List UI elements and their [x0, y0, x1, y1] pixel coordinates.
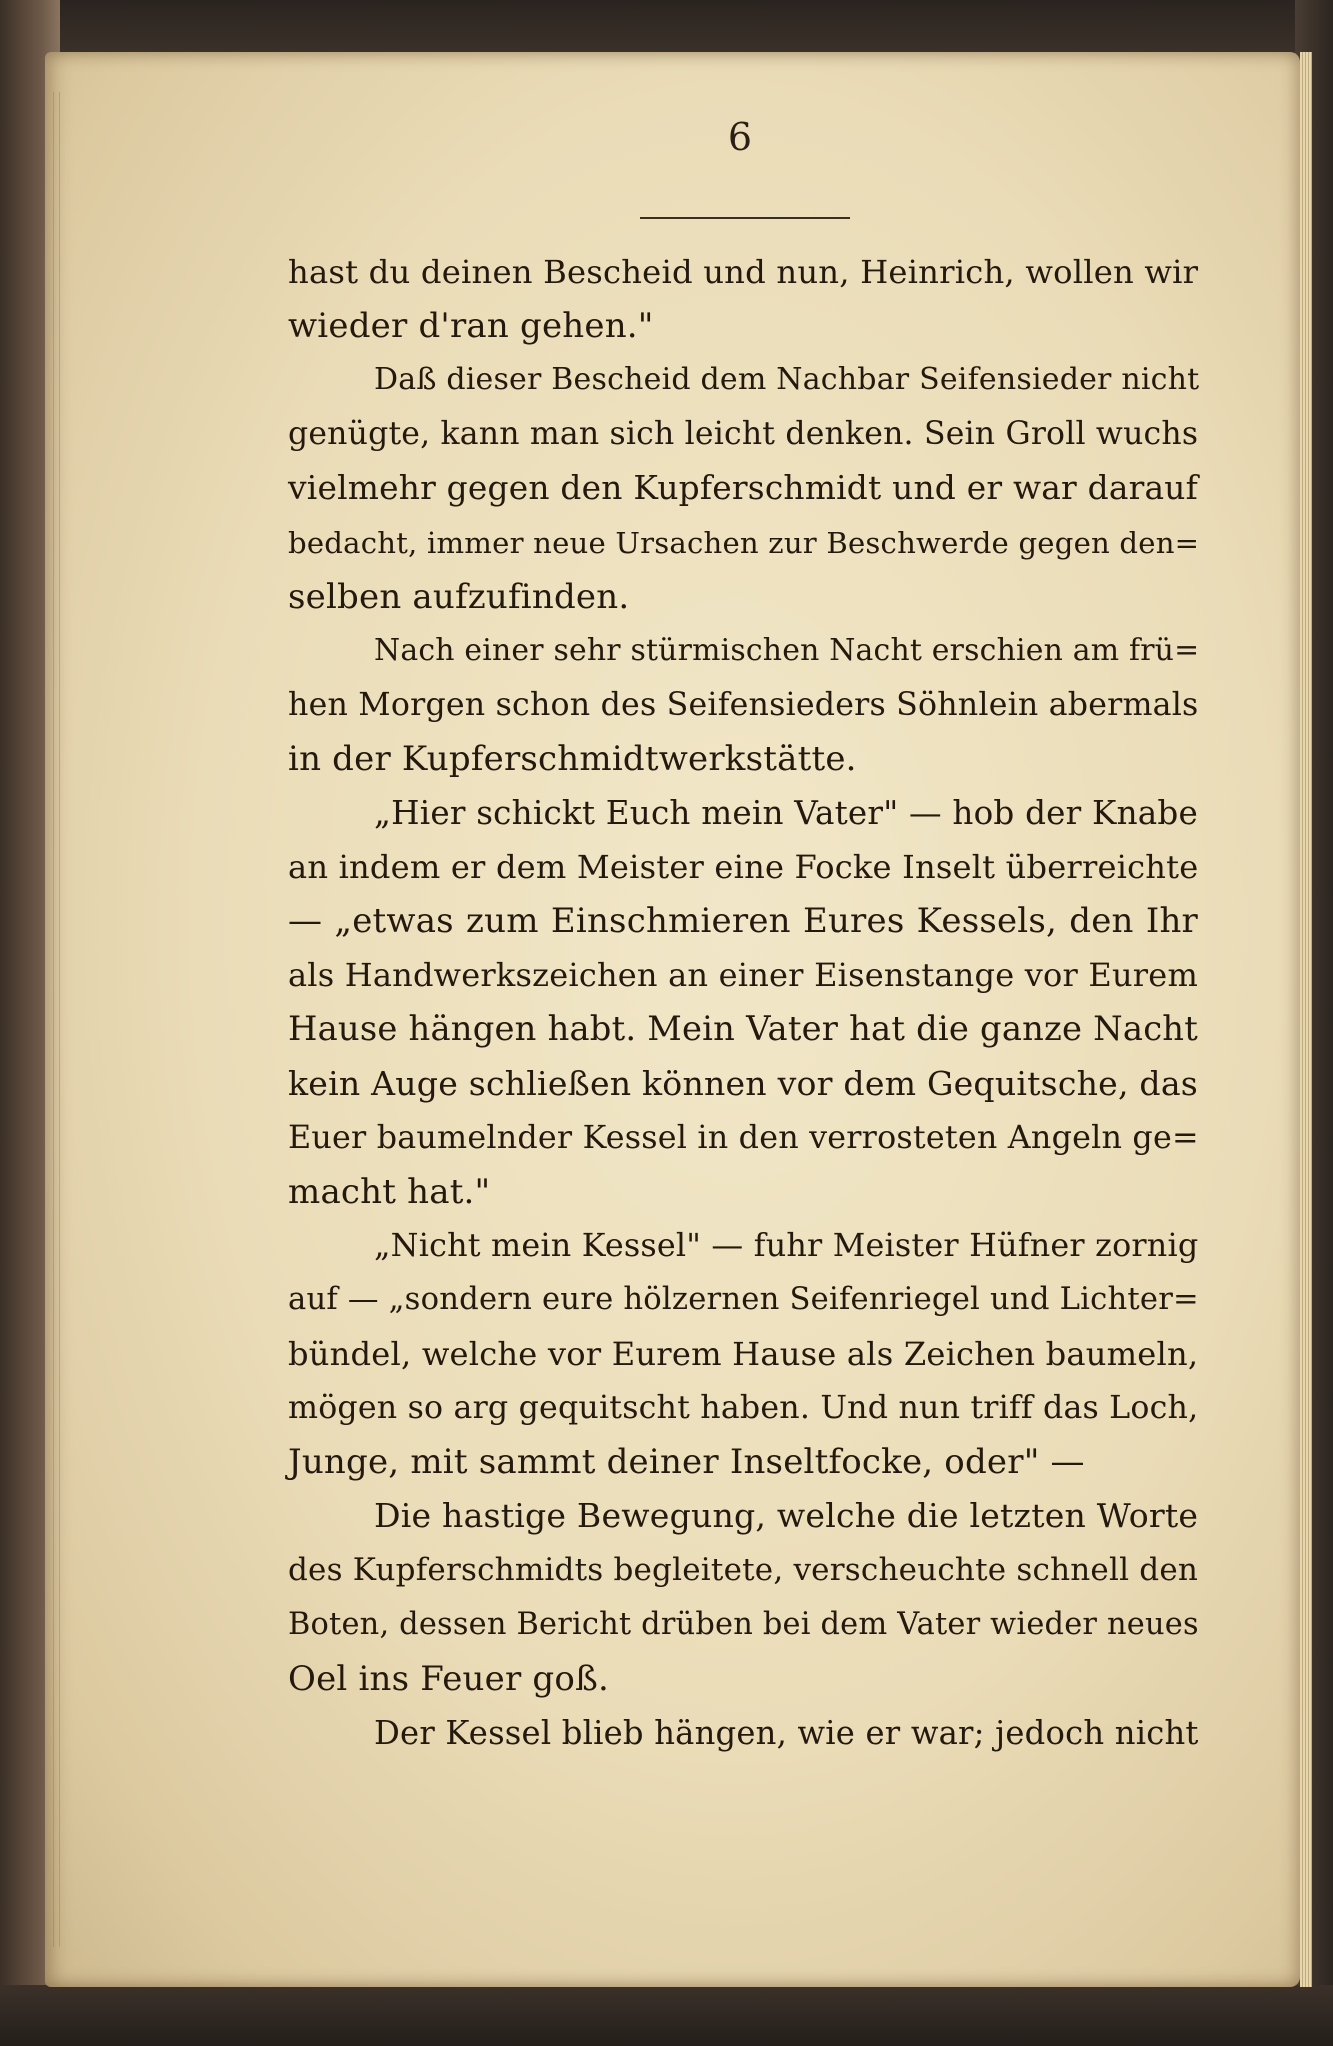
text-line: Euer baumelnder Kessel in den verrosteten Angeln ge=: [288, 1119, 1199, 1156]
text-line: Die hastige Bewegung, welche die letzten Worte: [374, 1496, 1199, 1536]
text-line: „Nicht mein Kessel" — fuhr Meister Hüfner zornig: [374, 1226, 1199, 1264]
text-line: Boten, dessen Bericht drüben bei dem Vater wieder neues: [288, 1606, 1199, 1642]
text-line: hen Morgen schon des Seifensieders Söhnlein abermals: [288, 686, 1199, 723]
text-line: mögen so arg gequitscht haben. Und nun triff das Loch,: [288, 1390, 1199, 1427]
text-line: genügte, kann man sich leicht denken. Sein Groll wuchs: [288, 416, 1199, 453]
text-line: auf — „sondern eure hölzernen Seifenriegel und Lichter=: [288, 1281, 1199, 1317]
text-line: Oel ins Feuer goß.: [288, 1658, 609, 1699]
text-line: als Handwerkszeichen an einer Eisenstange vor Eurem: [288, 956, 1198, 995]
header-rule: [640, 217, 850, 219]
text-line: des Kupferschmidts begleitete, verscheuchte schnell den: [288, 1552, 1199, 1589]
page-number: 6: [727, 115, 753, 159]
text-line: hast du deinen Bescheid und nun, Heinrich, wollen wir: [288, 253, 1199, 291]
book-cover-bottom: [0, 1985, 1333, 2046]
text-line: Nach einer sehr stürmischen Nacht erschien am frü=: [374, 632, 1200, 668]
text-line: in der Kupferschmidtwerkstätte.: [288, 738, 857, 779]
text-line: Hause hängen habt. Mein Vater hat die ganze Nacht: [288, 1009, 1198, 1049]
text-line: bedacht, immer neue Ursachen zur Beschwerde gegen den=: [288, 525, 1200, 560]
text-line: Der Kessel blieb hängen, wie er war; jedoch nicht: [374, 1713, 1199, 1752]
text-line: wieder d'ran gehen.": [288, 306, 654, 347]
text-line: selben aufzufinden.: [288, 576, 630, 617]
page-edges: [1300, 52, 1312, 1987]
text-line: bündel, welche vor Eurem Hause als Zeichen baumeln,: [288, 1335, 1199, 1373]
page-gutter-line: [59, 92, 60, 1947]
text-line: kein Auge schließen können vor dem Gequitsche, das: [288, 1063, 1198, 1103]
text-line: macht hat.": [288, 1171, 491, 1212]
text-line: — „etwas zum Einschmieren Eures Kessels, den Ihr: [288, 901, 1198, 942]
text-line: Junge, mit sammt deiner Inseltfocke, oder" —: [288, 1442, 1085, 1483]
page-gutter-line: [53, 92, 54, 1947]
text-line: „Hier schickt Euch mein Vater" — hob der Knabe: [374, 794, 1198, 832]
book-cover-top: [0, 0, 1333, 55]
text-line: vielmehr gegen den Kupferschmidt und er war darauf: [288, 469, 1198, 508]
text-line: an indem er dem Meister eine Focke Inselt überreichte: [288, 848, 1199, 887]
text-line: Daß dieser Bescheid dem Nachbar Seifensieder nicht: [374, 362, 1200, 398]
